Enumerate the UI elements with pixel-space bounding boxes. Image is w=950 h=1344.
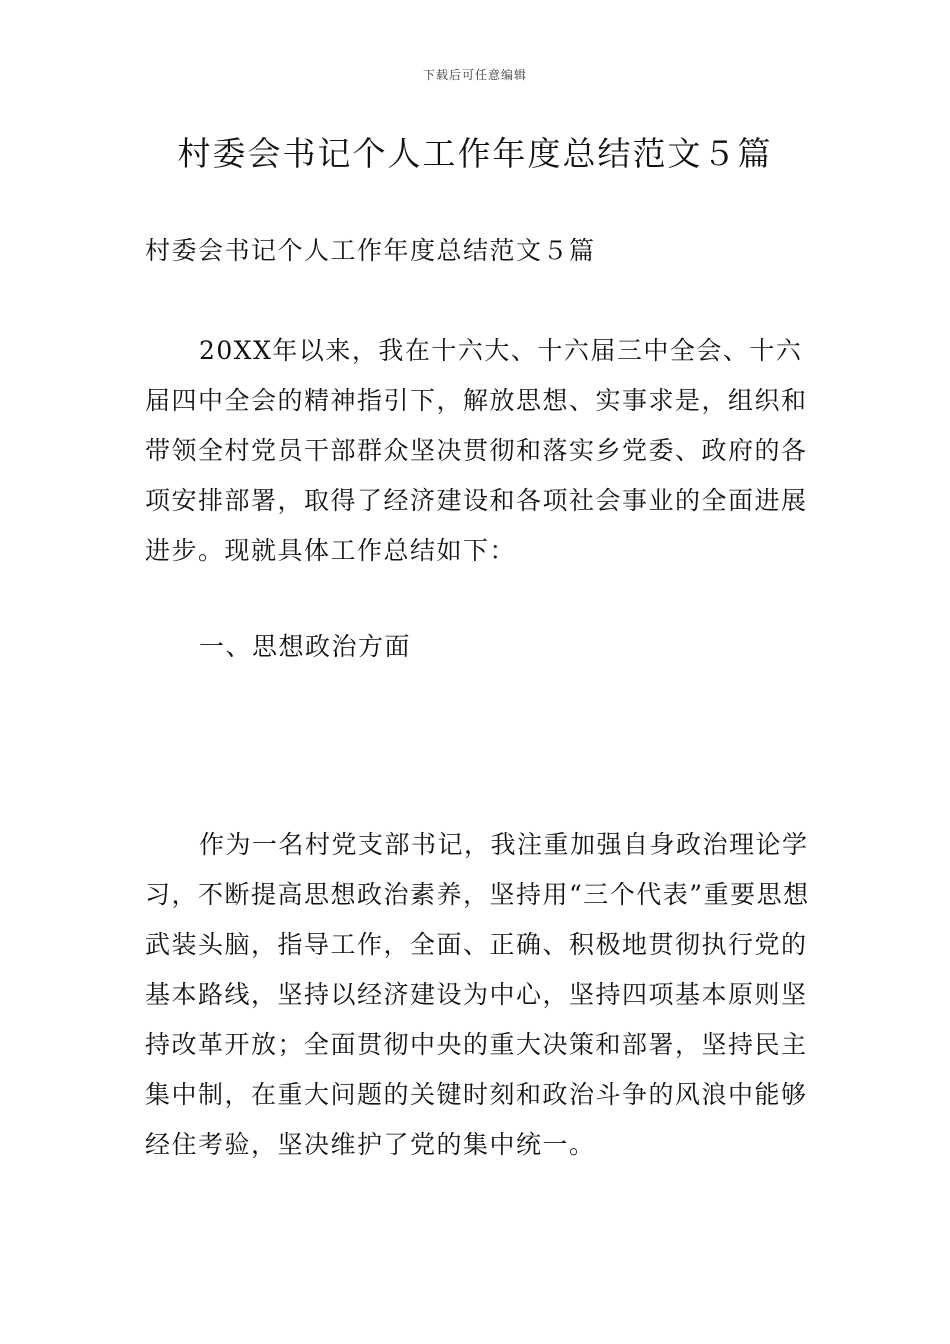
paragraph-intro: 20XX年以来，我在十六大、十六届三中全会、十六届四中全会的精神指引下，解放思想、实事求是，组织和带领全村党员干部群众坚决贯彻和落实乡党委、政府的各项安排部署，取得了经济建设和各项社会事业的全面进展进步。现就具体工作总结如下： <box>145 336 808 565</box>
header-note: 下载后可任意编辑 <box>422 68 527 82</box>
document-title: 村委会书记个人工作年度总结范文５篇 <box>177 134 773 173</box>
paragraph-ideology: 作为一名村党支部书记，我注重加强自身政治理论学习，不断提高思想政治素养，坚持用“三个代表”重要思想武装头脑，指导工作，全面、正确、积极地贯彻执行党的基本路线，坚持以经济建设为中心，坚持四项基本原则坚持改革开放；全面贯彻中央的重大决策和部署，坚持民主集中制，在重大问题的关键时刻和政治斗争的风浪中能够经住考验，坚决维护了党的集中统一。 <box>145 830 810 1159</box>
section-heading-ideology: 一、思想政治方面 <box>199 632 412 661</box>
document-subtitle: 村委会书记个人工作年度总结范文５篇 <box>145 236 596 265</box>
